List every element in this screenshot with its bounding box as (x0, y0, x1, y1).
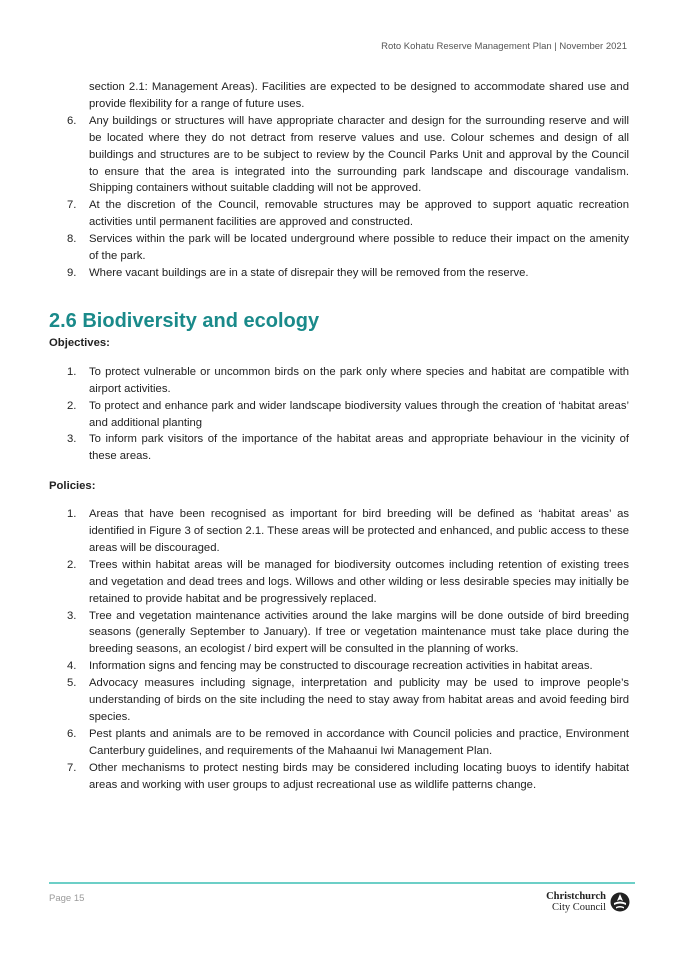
policies-label: Policies: (49, 480, 96, 493)
list-number: 3. (67, 433, 77, 446)
list-number: 3. (67, 609, 77, 622)
list-text: Other mechanisms to protect nesting birds may be considered including locating buoys to identify habitat areas and working with user groups to adjust recreational use as wildlife patterns change. (89, 761, 629, 791)
policy-item (49, 760, 629, 794)
intro-paragraph: section 2.1: Management Areas). Facilities are expected to be designed to accommodate shared use and provide flexibility for a range of future uses. (89, 81, 629, 110)
policy-item (49, 506, 629, 557)
list-number: 4. (67, 660, 77, 673)
list-text: At the discretion of the Council, removable structures may be approved to support aquatic recreation activities until permanent facilities are approved and constructed. (89, 199, 629, 229)
list-text: Any buildings or structures will have appropriate character and design for the surrounding reserve and will be located where they do not detract from reserve values and use. Colour schemes and design of all buildings and structures are to be subject to review by the Council Parks Unit and approval by the Council to ensure that the area is integrated into the surrounding park landscape and discourage vandalism. Shipping containers without suitable cladding will not be approved. (89, 114, 629, 195)
section-heading: 2.6 Biodiversity and ecology (49, 309, 320, 332)
list-number: 1. (67, 365, 77, 378)
policy-item (49, 608, 629, 659)
list-number: 6. (67, 727, 77, 740)
list-number: 6. (67, 114, 77, 127)
list-number: 7. (67, 199, 77, 212)
policy-item (49, 675, 629, 726)
list-text: Tree and vegetation maintenance activities around the lake margins will be done outside of bird breeding seasons (generally September to January). If tree or vegetation maintenance must take place during the breeding seasons, an ecologist / bird expert will be consulted in the planning of works. (89, 609, 629, 656)
objectives-label: Objectives: (49, 336, 110, 349)
list-text: To inform park visitors of the importance of the habitat areas and appropriate behaviour in the vicinity of these areas. (89, 433, 629, 463)
policies-list (49, 506, 629, 793)
list-number: 5. (67, 677, 77, 690)
objectives-list (49, 364, 629, 465)
objective-item (49, 398, 629, 432)
logo-line2: City Council (552, 902, 606, 913)
objective-item (49, 431, 629, 465)
policy-item (49, 726, 629, 760)
policy-item (49, 658, 629, 675)
list-text: To protect vulnerable or uncommon birds on the park only where species and habitat are compatible with airport activities. (89, 365, 629, 395)
list-text: Services within the park will be located underground where possible to reduce their impact on the amenity of the park. (89, 233, 629, 263)
management-list-item (49, 231, 629, 265)
list-number: 7. (67, 761, 77, 774)
page-number: Page 15 (49, 893, 85, 904)
list-number: 9. (67, 266, 77, 279)
list-number: 1. (67, 508, 77, 521)
management-list-item (49, 265, 629, 282)
page-content (49, 79, 629, 794)
footer-divider (49, 882, 635, 884)
list-text: Pest plants and animals are to be removed in accordance with Council policies and practice, Environment Canterbury guidelines, and requirements of the Mahaanui Iwi Management Plan. (89, 727, 629, 757)
objective-item (49, 364, 629, 398)
list-text: To protect and enhance park and wider landscape biodiversity values through the creation of ‘habitat areas’ and additional planting (89, 399, 629, 429)
list-text: Advocacy measures including signage, interpretation and publicity may be used to improve people’s understanding of birds on the site including the need to stay away from habitat areas and avoid feeding bird species. (89, 677, 629, 723)
management-list-item (49, 113, 629, 198)
christchurch-council-emblem-icon (610, 892, 630, 912)
policy-item (49, 557, 629, 608)
management-list-item (49, 197, 629, 231)
list-text: Trees within habitat areas will be managed for biodiversity outcomes including retention of existing trees and vegetation and dead trees and logs. Willows and other wilding or less desirable species may initially be retained to provide habitat and be progressively replaced. (89, 558, 629, 605)
list-number: 8. (67, 233, 77, 246)
logo-line1: Christchurch (546, 891, 606, 902)
council-logo (546, 891, 630, 913)
list-text: Areas that have been recognised as important for bird breeding will be defined as ‘habitat areas’ as identified in Figure 3 of section 2.1. These areas will be protected and enhanced, and public access to these areas will be discouraged. (89, 508, 629, 554)
list-number: 2. (67, 558, 77, 571)
list-text: Information signs and fencing may be constructed to discourage recreation activities in habitat areas. (89, 660, 593, 673)
list-text: Where vacant buildings are in a state of disrepair they will be removed from the reserve. (89, 266, 529, 279)
management-list (49, 113, 629, 282)
document-header: Roto Kohatu Reserve Management Plan | November 2021 (381, 41, 627, 52)
list-number: 2. (67, 399, 77, 412)
